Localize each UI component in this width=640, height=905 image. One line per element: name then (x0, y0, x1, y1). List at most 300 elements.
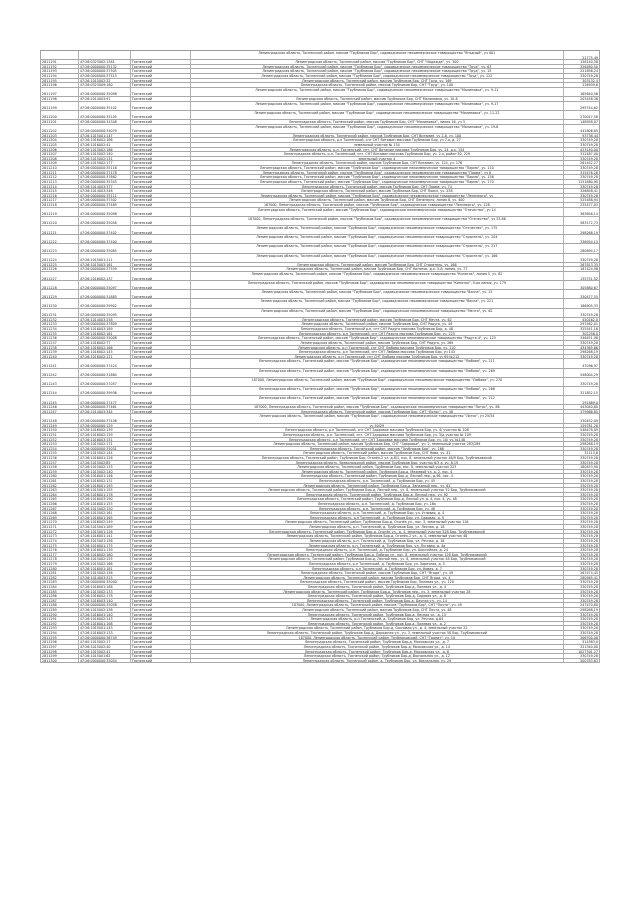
cadastral-number-cell: 47:26:0000000:37402 (79, 226, 131, 234)
value-cell: 330749,28 (580, 340, 599, 345)
district-cell: Тосненский (131, 553, 191, 557)
value-cell: 330749,28 (580, 626, 599, 631)
cadastral-number-cell: 47:26:1016002:131 (79, 479, 131, 483)
value-cell: 186905,33 (580, 304, 599, 308)
value-cell: 297462,01 (580, 322, 599, 327)
value-cell: 330749,28 (580, 631, 599, 635)
cadastral-number-cell: 47:26:1016001:165 (79, 516, 131, 520)
address-cell: Ленинградская область, Тосненский район, Трубников Бор-д, Дачная ул., уч. 14 (191, 599, 565, 603)
cadastral-number-cell: 47:26:1016001:141 (79, 534, 131, 538)
cadastral-number-cell: 47:26:0000000:35132 (79, 65, 131, 69)
cadastral-number-cell: 47:26:0000000:37505 (79, 69, 131, 73)
cadastral-number-cell: 47:26:0000000:35102 (79, 102, 131, 110)
row-id-cell: 2811204 (41, 138, 79, 142)
row-id-cell: 2811273 (41, 534, 79, 538)
cadastral-number-cell: 47:26:0000000:35058 (79, 603, 131, 607)
row-id-cell: 2811213 (41, 180, 79, 184)
district-cell: Тосненский (131, 217, 191, 225)
district-cell: Тосненский (131, 226, 191, 234)
address-cell: Ленинградская область, Тосненский район, массив "Трубников Бор", СНТ "Надежда", уч. 300 (191, 60, 565, 64)
row-id-cell: 2811240 (41, 355, 79, 359)
value-cell: 330749,28 (580, 488, 599, 492)
cadastral-number-cell: 47:26:1015001:147 (79, 134, 131, 138)
district-cell: Тосненский (131, 525, 191, 529)
cadastral-number-cell: 47:26:1015002:32 (79, 79, 131, 83)
district-cell: Тосненский (131, 143, 191, 147)
row-id-cell: 2811253 (41, 442, 79, 446)
address-cell: Ленинградская область, Тосненский район, массив Трубников Бор, СНТ Ленэнерго, линия 8, уч. 400 (191, 198, 565, 202)
district-cell: Тосненский (131, 603, 191, 607)
value-cell: 330749,28 (580, 437, 599, 442)
cadastral-number-cell: 47:26:1015001:143 (79, 626, 131, 630)
row-id-cell: 2811277 (41, 553, 79, 557)
value-cell: 159781,28 (580, 423, 599, 428)
cadastral-number-cell: 47:26:0000000:35116 (79, 166, 131, 170)
row-id-cell: 2811216 (41, 194, 79, 198)
row-id-cell: 2811212 (41, 175, 79, 179)
district-cell: Тосненский (131, 171, 191, 175)
cadastral-number-cell: 47:26:1015003:161 (79, 263, 131, 267)
row-id-cell: 2811231 (41, 309, 79, 317)
row-id-cell: 2811225 (41, 263, 79, 267)
cadastral-number-cell: 47:26:1016001:126 (79, 456, 131, 460)
address-cell: Ленинградская область, Тосненский район, Трубников Бор-д, Трубников пер., уч. 3, земельный участок 28 (191, 590, 565, 594)
cadastral-number-cell: 47:26:1015002:133 (79, 465, 131, 469)
row-id-cell: 2811252 (41, 438, 79, 442)
row-id-cell: 2811279 (41, 562, 79, 566)
value-cell: 514583,0 (582, 640, 599, 644)
row-id-cell: 2811296 (41, 640, 79, 644)
cadastral-number-cell: 47:26:0000000:37477 (79, 396, 131, 404)
value-cell: 330749,28 (580, 382, 599, 386)
value-cell: 321340,00 (580, 644, 599, 649)
value-cell: 158140,38 (580, 60, 599, 64)
value-cell: 93758,44 (582, 133, 599, 138)
cadastral-number-cell: 47:26:1015002:171 (79, 442, 131, 446)
address-cell: Ленинградская область, р-н. Тосненский, снт. СНТ Витамин массива Трубников Бор, уч. 2-я, район 30, 229 (191, 152, 565, 156)
district-cell: Тосненский (131, 194, 191, 198)
row-id-cell: 2811220 (41, 217, 79, 225)
value-cell: 47096,97 (582, 363, 599, 368)
cadastral-number-cell: 47:26:0000000:36749 (79, 636, 131, 640)
value-cell: 423140,00 (580, 147, 599, 152)
cadastral-number-cell: 47:26:0000000:37478 (79, 171, 131, 175)
district-cell: Тосненский (131, 208, 191, 216)
row-id-cell: 2811245 (41, 396, 79, 404)
table-row (40, 290, 600, 299)
address-cell: Ленинградская область, Тосненский район, Трубников Бор-д, Вокзальная ул., д. 12 (191, 654, 565, 658)
district-cell: Тосненский (131, 488, 191, 492)
address-cell: Ленинградская область, Тосненский район, массив "Трубников Бор", садоводческое некоммерческое товарищество "Любава", уч. 266 (191, 387, 565, 395)
address-cell: Ленинградская область, Тосненский район, массив Трубников Бор, Полевая ул., уч. 120 (191, 580, 565, 584)
cadastral-number-cell: 47:26:1016002:41 (79, 143, 131, 147)
row-id-cell: 2811248 (41, 414, 79, 422)
district-cell: Тосненский (131, 507, 191, 511)
value-cell: 336954,15 (580, 239, 599, 244)
address-cell: Ленинградская область, Тосненский район, массив "Трубников Бор", садоводческое некоммерческое товарищество "Мечта", уч. 62 (191, 309, 565, 317)
row-id-cell: 2811263 (41, 488, 79, 492)
address-cell: Ленинградская область, р-н Тосненский, снт СНТ Здоровье массива Трубников Бор, уч. 4/ участок № 108 (191, 428, 565, 432)
cadastral-number-cell: 47:26:0000000:37436 (79, 414, 131, 422)
value-cell: 1027301,27 (578, 649, 599, 654)
district-cell: Тосненский (131, 359, 191, 367)
address-cell: Ленинградская область, р-н. Тосненский, д. Трубников Бор, уч. 48 (191, 507, 565, 511)
value-cell: 330749,28 (580, 520, 599, 525)
cadastral-number-cell: 47:26:0000000:39936 (79, 387, 131, 395)
address-cell: Ленинградская область, Тосненский район, Трубников Бор-д, Московская ул., д. 7 (191, 640, 565, 644)
row-id-cell: 2811226 (41, 267, 79, 271)
address-cell: Ленинградская область, Тосненский район, Трубников Бор-д, Лесная ул., д. 15 (191, 613, 565, 617)
register-table (40, 50, 600, 898)
value-cell: 330749,28 (580, 492, 599, 497)
row-id-cell: 2811290 (41, 613, 79, 617)
value-cell: 306700,08 (580, 635, 599, 640)
row-id-cell: 2811267 (41, 507, 79, 511)
address-cell: Ленинградская область, р-н. Тосненский, д. Трубников Бор, ул. Угловая, д. 4 (191, 511, 565, 515)
row-id-cell: 2811230 (41, 299, 79, 307)
district-cell: Тосненский (131, 272, 191, 280)
district-cell: Тосненский (131, 590, 191, 594)
address-cell: Ленинградская область, Тосненский район, массив "Трубников Бор", садоводческое некоммерческое товарищество "Ягодный", уч 001 (191, 51, 565, 59)
address-cell: Ленинградская область, Тосненский район, массив "Трубников Бор", садоводческое некоммерческое товарищество "Парма", уч 8 (191, 171, 565, 175)
row-id-cell: 2811251 (41, 433, 79, 437)
row-id-cell: 2811268 (41, 511, 79, 515)
district-cell: Тосненский (131, 645, 191, 649)
table-row (40, 369, 600, 378)
district-cell: Тосненский (131, 465, 191, 469)
value-cell: 330749,28 (580, 552, 599, 557)
row-id-cell: 2811223 (41, 244, 79, 252)
address-cell: Ленинградская область, Тосненский район, Трубников Бор-д, Лесной пер., уч. 92 (191, 493, 565, 497)
value-cell: 548004,29 (580, 373, 599, 377)
cadastral-number-cell: 47:26:0000000:35111 (79, 194, 131, 198)
table-row (40, 414, 600, 423)
cadastral-number-cell: 47:26:0000000:35040 (79, 580, 131, 584)
row-id-cell: 2811275 (41, 544, 79, 548)
district-cell: Тосненский (131, 355, 191, 359)
value-cell: 525488,94 (580, 198, 599, 202)
row-id-cell: 2811298 (41, 650, 79, 654)
district-cell: Тосненский (131, 617, 191, 621)
row-id-cell: 2811297 (41, 645, 79, 649)
value-cell: 330749,28 (580, 612, 599, 617)
district-cell: Тосненский (131, 79, 191, 83)
address-cell: Ленинградская область, Тосненский район, массив "Трубников Бор", садоводческое некоммерческое товарищество "Труд", уч. 15 (191, 69, 565, 73)
address-cell: Ленинградская область, Тосненский район, Трубников Бор-д, Лесной пер., уч. 8, земельный участок 48 Бор, Трубниковский (191, 557, 565, 561)
address-cell: Ленинградская область, Тосненский район, массив "Трубников Бор", садоводческое некоммерческое товарищество "Любава", уч. 212 (191, 396, 565, 404)
value-cell: 330749,28 (580, 193, 599, 198)
row-id-cell: 2811193 (41, 69, 79, 73)
district-cell: Тосненский (131, 414, 191, 422)
cadastral-number-cell: 47:26:0000000:37559 (79, 267, 131, 271)
value-cell: 261452,27 (580, 161, 599, 166)
cadastral-number-cell: 47:26:1015002:166 (79, 562, 131, 566)
district-cell: Тосненский (131, 410, 191, 414)
address-cell: Ленинградская область, Тосненский район, массив "Трубников Бор", садоводческое некоммерческое товарищество "Парма", уч. 170 (191, 180, 565, 184)
cadastral-number-cell: 47:26:1016003:133 (79, 631, 131, 635)
table-row (40, 309, 600, 318)
value-cell: 330749,28 (580, 515, 599, 520)
district-cell: Тосненский (131, 654, 191, 658)
cadastral-number-cell: 47:26:1015002:177 (79, 161, 131, 165)
value-cell: 330749,28 (580, 566, 599, 571)
cadastral-number-cell: 47:26:0000000:35085 (79, 244, 131, 252)
row-id-cell: 2811206 (41, 148, 79, 152)
row-id-cell: 2811236 (41, 336, 79, 340)
district-cell: Тосненский (131, 138, 191, 142)
address-cell: Ленинградская область, Тосненский район, массив "Трубников Бор", садоводческое некоммерческое товарищество "Отечество", уч. 175 (191, 226, 565, 234)
table-row (40, 659, 600, 664)
value-cell: 295744,62 (580, 106, 599, 110)
value-cell: 330749,28 (580, 175, 599, 179)
table-row (40, 244, 600, 253)
address-cell: Ленинградская область, р-н Тосненский, снт СНТ Здоровье массива Трубников Бор, уч. 10/ уч. №148 (191, 438, 565, 442)
row-id-cell: 2811293 (41, 626, 79, 630)
value-cell: 226939,6 (582, 83, 599, 87)
district-cell: Тосненский (131, 396, 191, 404)
row-id-cell: 2811214 (41, 185, 79, 189)
address-cell: Ленинградская область, Тосненский район, массив Трубников Бор, СНТ Витамин, уч. 124, уч. 176 (191, 161, 565, 165)
table-row (40, 387, 600, 396)
cadastral-number-cell: 47:26:1016001:168 (79, 622, 131, 626)
value-cell: 330749,28 (580, 580, 599, 584)
address-cell: Ленинградская область, Тосненский район, массив "Трубников Бор", садоводческое некоммерческое товарищество "Строитель", уч. 217 (191, 244, 565, 252)
row-id-cell: 2811224 (41, 254, 79, 262)
district-cell: Тосненский (131, 346, 191, 350)
value-cell: 379966,85 (580, 409, 599, 414)
table-row (40, 359, 600, 368)
cadastral-number-cell: 47:26:0000000:35095 (79, 309, 131, 317)
address-cell: Ленинградская область, Тосненский район, массив "Трубников Бор", садоводческое некоммерческое товарищество "Малиновка", уч. 19-6 (191, 125, 565, 133)
district-cell: Тосненский (131, 244, 191, 252)
value-cell: 330749,28 (580, 525, 599, 529)
row-id-cell: 2811228 (41, 281, 79, 289)
row-id-cell: 2811276 (41, 548, 79, 552)
row-id-cell: 2811274 (41, 539, 79, 543)
district-cell: Тосненский (131, 650, 191, 654)
address-cell: Ленинградская область, Тосненский район, массив "Трубников Бор", садоводческое некоммерческое товарищество "Малиновка", уч. 9-17 (191, 102, 565, 110)
district-cell: Тосненский (131, 180, 191, 184)
district-cell: Тосненский (131, 336, 191, 340)
cadastral-number-cell: 47:26:1015002:140 (79, 152, 131, 156)
row-id-cell: 2811265 (41, 497, 79, 501)
value-cell: 330749,28 (580, 143, 599, 147)
address-cell: Ленинградская область, р-н. Тосненский, снт. СНТ Витамин массива Трубников Бор, уч. 14, д.к. 154 (191, 148, 565, 152)
address-cell: Ленинградская область, Тосненский район, массив Трубников Бор, СНТ Радуга, уч. 269 (191, 341, 565, 345)
table-row (40, 254, 600, 263)
table-row (40, 235, 600, 244)
address-cell: Ленинградская область, р-н Тосненский, снт СНТ Любава массива Трубников Бор, уч 143 (191, 350, 565, 354)
row-id-cell: 2811199 (41, 102, 79, 110)
district-cell: Тосненский (131, 608, 191, 612)
address-cell: Ленинградская область, Тосненский район, Трубников Бор-д, Дорожная ул., уч. 3, земельный участок 58 Бор, Трубниковский (191, 631, 565, 635)
value-cell: 330749,28 (580, 469, 599, 474)
district-cell: Тосненский (131, 332, 191, 336)
district-cell: Тосненский (131, 235, 191, 243)
address-cell: Ленинградская область, Тосненский район, массив "Трубников Бор", садоводческое некоммерческое товарищество "Любава", уч. 269 (191, 369, 565, 377)
value-cell: 330749,28 (580, 354, 599, 359)
address-cell: Ленинградская область, Тосненский район, массив "Трубников Бор", уч. 168 (191, 447, 565, 451)
row-id-cell: 2811291 (41, 617, 79, 621)
address-cell: Ленинградская область, Всеволожский район, массив Трубников Бор, участок 6/3 а, уч. 8-19 (191, 461, 565, 465)
district-cell: Тосненский (131, 456, 191, 460)
row-id-cell (41, 51, 79, 59)
value-cell: 165640,56 (580, 92, 599, 97)
value-cell: 270017,58 (580, 115, 599, 120)
value-cell: 434365,66 (580, 345, 599, 350)
address-cell: Ленинградская область, Тосненский район, Трубников Бор-д, Лесной пер., уч. 8, земельный участок 52 Бор, Трубниковский (191, 488, 565, 492)
district-cell: Тосненский (131, 148, 191, 152)
value-cell: 441806,85 (580, 129, 599, 133)
district-cell: Тосненский (131, 576, 191, 580)
cadastral-number-cell: 47:26:1015002:144 (79, 451, 131, 455)
row-id-cell: 2811200 (41, 111, 79, 119)
value-cell: 148958,07 (580, 120, 599, 124)
value-cell: 330749,28 (580, 621, 599, 626)
address-cell: Ленинградская область, Тосненский район, д. Трубников Бор, ул. Вокзальная, уч. 29 (191, 659, 565, 663)
row-id-cell: 2811261 (41, 479, 79, 483)
cadastral-number-cell: 47:26:0000000:37400 (79, 235, 131, 243)
value-cell: 298268,19 (580, 350, 599, 354)
cadastral-number-cell: 47:26:1016002:145 (79, 350, 131, 354)
cadastral-number-cell: 47:26:0000000:37485 (79, 203, 131, 207)
value-cell: 450162,0 (582, 317, 599, 322)
row-id-cell: 2811269 (41, 516, 79, 520)
table-row (40, 396, 600, 405)
cadastral-number-cell: 47:26:1016002:178 (79, 594, 131, 598)
cadastral-number-cell: 47:26:1016003:189 (79, 327, 131, 331)
value-cell: 31113,6 (584, 451, 599, 455)
district-cell: Тосненский (131, 474, 191, 478)
address-cell: Ленинградская область, р-н Тосненский, снт СНТ Витамин массива Трубников Бор, уч 7-а, д. 27 (191, 138, 565, 142)
value-cell: 330749,28 (580, 529, 599, 534)
cadastral-number-cell: 47:26:0323009:180 (79, 83, 131, 87)
district-cell: Тосненский (131, 69, 191, 73)
district-cell: Тосненский (131, 534, 191, 538)
value-cell: 443040,80 (580, 405, 599, 409)
district-cell: Тосненский (131, 111, 191, 119)
table-row (40, 378, 600, 387)
row-id-cell: 2811292 (41, 622, 79, 626)
district-cell: Тосненский (131, 479, 191, 483)
row-id-cell: 2811244 (41, 387, 79, 395)
row-id-cell: 2811234 (41, 327, 79, 331)
district-cell: Тосненский (131, 428, 191, 432)
district-cell: Тосненский (131, 369, 191, 377)
address-cell: Ленинградская область, Тосненский р-н, снт СНТ Радуга массива Трубников Бор, д. 48 (191, 327, 565, 331)
table-row (40, 281, 600, 290)
cadastral-number-cell: 47:26:1014003:348 (79, 189, 131, 193)
cadastral-number-cell: 47:26:1015002:186 (79, 148, 131, 152)
address-cell: Ленинградская область, Тосненский район, Трубников Бор-д, Победа ул., пос. 8, земельный участок 128 Бор, Трубниковский (191, 553, 565, 557)
value-cell: 330749,28 (580, 478, 599, 483)
cadastral-number-cell: 47:26:0000000:35345 (79, 180, 131, 184)
district-cell: Тосненский (131, 516, 191, 520)
row-id-cell: 2811201 (41, 120, 79, 124)
district-cell: Тосненский (131, 387, 191, 395)
address-cell: Ленинградская область, Тосненский район, массив Трубников Бор, СНТ "Лотос", уч. 48 (191, 410, 565, 414)
value-cell: 180453,90 (580, 465, 599, 469)
district-cell: Тосненский (131, 83, 191, 87)
address-cell: Ленинградская область, Тосненский район, массив "Трубников Бор", садоводческое некоммерческое товарищество "Кипяток", 9-ая линия, уч. 179 (191, 281, 565, 289)
cadastral-number-cell: 47:26:0000000:31885 (79, 290, 131, 298)
district-cell: Тосненский (131, 631, 191, 635)
row-id-cell: 2811243 (41, 378, 79, 386)
address-cell: Ленинградская область, Тосненский район, Трубников Бор-д, Лесной ул. д. 4, пос. 4, уч. 48 (191, 497, 565, 501)
address-cell: Ленинградская область, р-н Тосненский, д. Трубников Бор, ул. Заречная, д. 5 (191, 562, 565, 566)
cadastral-number-cell: 47:26:1016001:193 (79, 484, 131, 488)
district-cell: Тосненский (131, 290, 191, 298)
district-cell: Тосненский (131, 562, 191, 566)
district-cell: Тосненский (131, 599, 191, 603)
cadastral-number-cell: 47:26:0000000:35054 (79, 659, 131, 663)
address-cell: Ленинградская область, р-н Тосненский, снт СНТ Любава массива Трубников Бор, уч. 110 (191, 346, 565, 350)
cadastral-number-cell: 47:26:1014003:91 (79, 97, 131, 101)
table-row (40, 226, 600, 235)
address-cell: Ленинградская область, Тосненский район, Трубников Бор-д, Межевой ул. д. 2, пос. 4 (191, 470, 565, 474)
district-cell: Тосненский (131, 185, 191, 189)
value-cell: 303132,4 (582, 78, 599, 83)
cadastral-number-cell: 47:26:0000000:37513 (79, 74, 131, 78)
value-cell: 280894,17 (580, 248, 599, 253)
address-cell: Ленинградская область, Тосненский район, Трубников Бор-д, Огонёк ул., д. 4, земельный участок 52В Бор, Трубниковский (191, 530, 565, 534)
row-id-cell: 2811294 (41, 631, 79, 635)
address-cell: Ленинградская область, Тосненский район, массив Трубников Бор, СНТ Поиск, уч. 258 (191, 189, 565, 193)
district-cell: Тосненский (131, 405, 191, 409)
row-id-cell: 2811211 (41, 171, 79, 175)
value-cell: 326858,41 (580, 189, 599, 193)
row-id-cell: 2811262 (41, 484, 79, 488)
district-cell: Тосненский (131, 636, 191, 640)
value-cell: 330749,28 (580, 557, 599, 561)
district-cell: Тосненский (131, 438, 191, 442)
row-id-cell: 2811210 (41, 166, 79, 170)
cadastral-number-cell: 47:26:1016002:121 (79, 355, 131, 359)
district-cell: Тосненский (131, 309, 191, 317)
address-cell: 187000, Ленинградская область, Тосненский район, массив "Трубников Бор", садоводческое некоммерческое товарищество "Любава", уч. 270 (191, 378, 565, 386)
row-id-cell: 2811266 (41, 502, 79, 506)
district-cell: Тосненский (131, 88, 191, 96)
value-cell: 330749,28 (580, 538, 599, 543)
value-cell: 548478,09 (580, 428, 599, 432)
district-cell: Тосненский (131, 120, 191, 124)
district-cell: Тосненский (131, 613, 191, 617)
address-cell: уч 50/29 (191, 424, 565, 428)
cadastral-number-cell: 47:26:0000000:35098 (79, 208, 131, 216)
district-cell: Тосненский (131, 580, 191, 584)
district-cell: Тосненский (131, 442, 191, 446)
row-id-cell: 2811197 (41, 88, 79, 96)
value-cell: 330749,28 (580, 594, 599, 598)
district-cell: Тосненский (131, 166, 191, 170)
address-cell: Ленинградская область, Тосненский район, Трубников Бор-д, Московская ул., д. 8 (191, 650, 565, 654)
cadastral-number-cell: 47:26:1014003:258 (79, 318, 131, 322)
district-cell: Тосненский (131, 350, 191, 354)
row-id-cell: 2811217 (41, 198, 79, 202)
value-cell: 330749,28 (580, 474, 599, 478)
district-cell: Тосненский (131, 659, 191, 663)
table-row (40, 102, 600, 111)
row-id-cell: 2811284 (41, 585, 79, 589)
cadastral-number-cell: 47:26:1016002:186 (79, 138, 131, 142)
cadastral-number-cell: 47:26:1016003:151 (79, 438, 131, 442)
value-cell: 330749,28 (580, 455, 599, 460)
table-row (40, 217, 600, 226)
value-cell: 312487,00 (580, 152, 599, 156)
row-id-cell: 2811247 (41, 410, 79, 414)
value-cell: 291889,0 (582, 400, 599, 405)
district-cell: Тосненский (131, 97, 191, 101)
